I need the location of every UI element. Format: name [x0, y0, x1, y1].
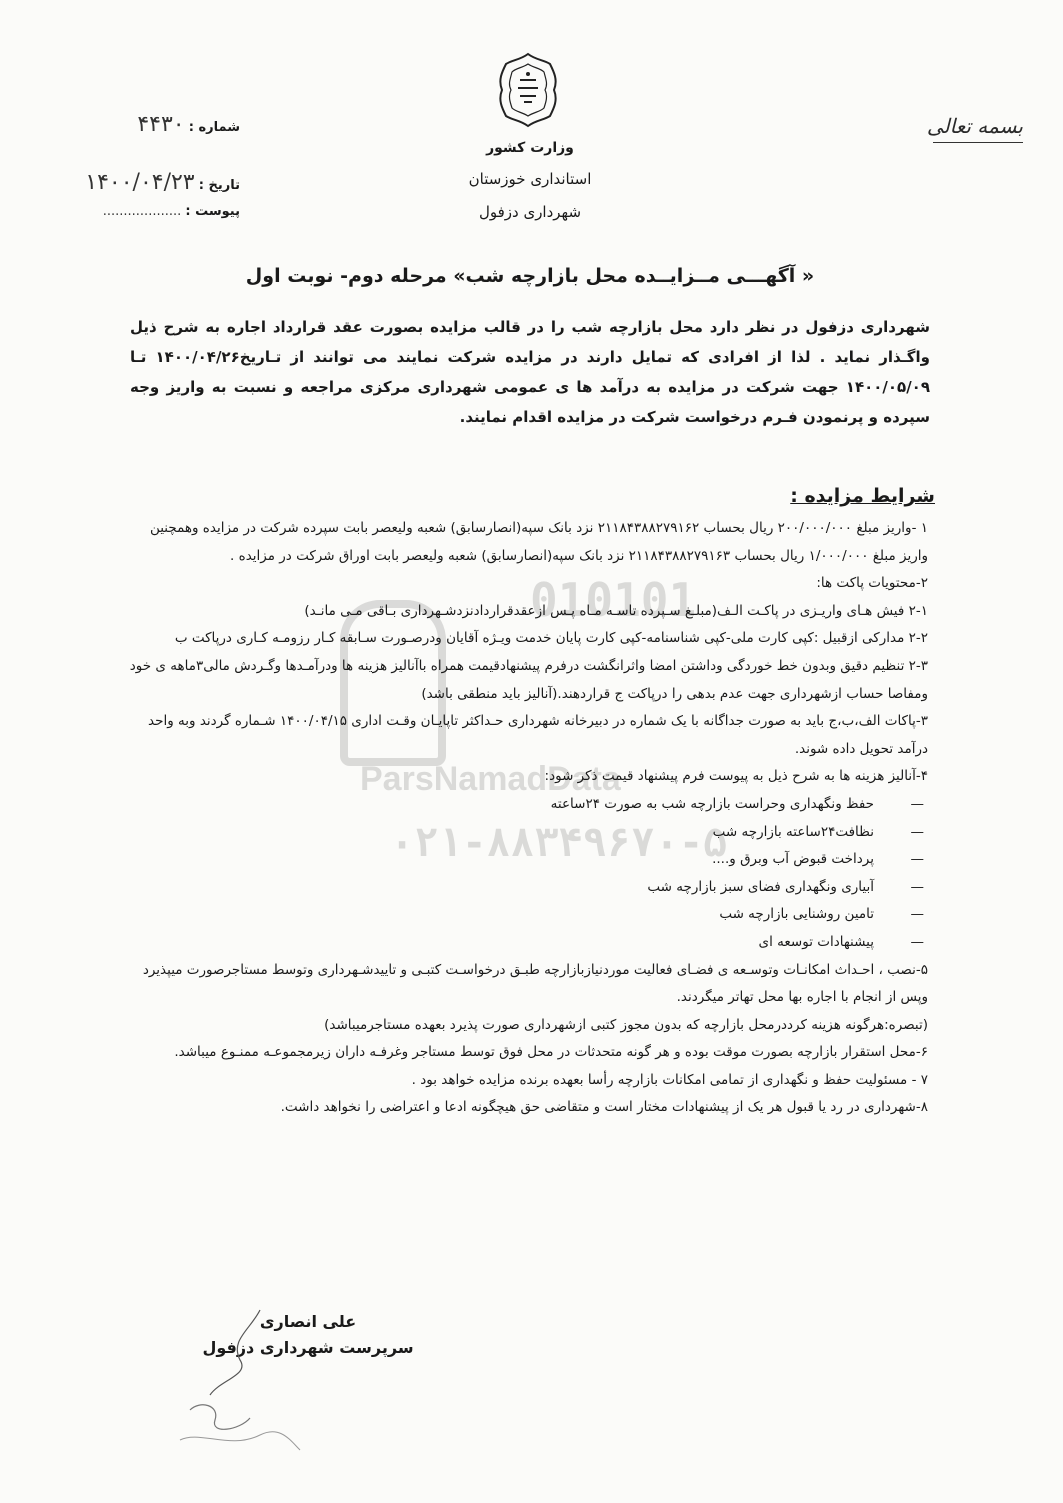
clause-3: ۳-پاکات الف،ب،ج باید به صورت جداگانه با یک شماره در دبیرخانه شهرداری حـداکثر تاپایـان وقـت اداری ۱۴۰۰/۰۴/۱۵ شـماره گردند وبه واحد درآمد تحویل داده شوند. — [148, 713, 928, 757]
signature-scribble-icon — [160, 1300, 310, 1480]
notice-title: « آگهـــی مــزایــده محل بازارچه شب» مرحله دوم- نوبت اول — [245, 265, 815, 287]
attachment-row — [40, 204, 240, 219]
clause-1: ۱ -واریز مبلغ ۲۰۰/۰۰۰/۰۰۰ ریال بحساب ۲۱۱۸۴۳۸۸۲۷۹۱۶۲ نزد بانک سپه(انصارسابق) شعبه ولیعصر بابت سپرده شرکت در مزایده وهمچنین واریز مبلغ ۱/۰۰۰/۰۰۰ ریال بحساب ۲۱۱۸۴۳۸۸۲۷۹۱۶۳ نزد بانک سپه(انصارسابق) شعبه ولیعصر بابت اوراق شرکت در مزایده . — [149, 520, 928, 564]
notice-intro: شهرداری دزفول در نظر دارد محل بازارچه شب را در قالب مزایده بصورت عقد قرارداد اجاره به شرح ذیل واگـذار نماید . لذا از افرادی که تمایل دارند در مزایده شرکت نمایند می توانند از تـاریخ۱۴۰۰/۰۴/۲۶ تـا ۱۴۰۰/۰۵/۰۹ جهت شرکت در مزایده به درآمد ها ی عمومی شهرداری مرکزی مراجعه و نسبت به واریز وجه سپرده و پرنمودن فـرم درخواست شرکت در مزایده اقدام نمایند. — [130, 318, 930, 426]
watermark-brand: ParsNamadData — [360, 760, 621, 798]
clause-2-1: ۲-۱ فیش هـای واریـزی در پاکـت الـف(مبلـغ سـپرده تاسـه مـاه پـس ازعقدقراردادنزدشـهرداری بـاقی مـی مانـد) — [304, 602, 928, 619]
clause-5: ۵-نصب ، احـداث امکانـات وتوسـعه ی فضـای فعالیت موردنیازبازارچه طبـق درخواسـت کتبـی و تاییدشـهرداری وتوسط مستاجرصورت میپذیرد وپس از انجام با اجاره بها محل تهاتر میگردند. — [142, 961, 928, 1006]
clause-8: ۸-شهرداری در رد یا قبول هر یک از پیشنهادات مختار است و متقاضی حق هیچگونه ادعا و اعتراضی را نخواهد داشت. — [280, 1099, 928, 1116]
clause-2-3: ۲-۳ تنظیم دقیق وبدون خط خوردگی وداشتن امضا واثرانگشت درفرم پیشنهادقیمت همراه باآنالیز هزینه ها ودرآمـدها وگـردش مالی۳ماهه ی خود ومفاصا حساب ازشهرداری جهت عدم بدهی را درپاکت ج قراردهند.(آنالیز باید منطقی باشد) — [129, 657, 928, 702]
number-row — [40, 112, 240, 137]
ministry-name: وزارت کشور — [486, 140, 574, 156]
watermark-phone: ۰۲۱-۸۸۳۴۹۶۷۰-۵ — [390, 820, 728, 866]
list-item: — پرداخت قبوض آب وبرق و.... — [128, 846, 928, 874]
basmala: بسمه تعالی — [926, 114, 1023, 138]
province-name: استانداری خوزستان — [468, 170, 592, 188]
conditions-body — [128, 515, 928, 1122]
date-row — [40, 170, 240, 195]
clause-5-note: (تبصره:هرگونه هزینه کرددرمحل بازارچه که بدون مجوز کتبی ازشهرداری صورت پذیرد بعهده مستاجرمیباشد) — [324, 1016, 928, 1033]
list-item: — آبیاری ونگهداری فضای سبز بازارچه شب — [128, 874, 928, 902]
municipality-emblem-icon — [496, 50, 560, 130]
clause-6: ۶-محل استقرار بازارچه بصورت موقت بوده و هر گونه متحدثات در محل فوق توسط مستاجر وغرفـه داران زیرمجموعـه ممنـوع میباشد. — [174, 1044, 928, 1061]
clause-2: ۲-محتویات پاکت ها: — [816, 575, 928, 592]
municipality-name: شهرداری دزفول — [478, 203, 582, 221]
list-item: — پیشنهادات توسعه ای — [128, 929, 928, 957]
clause-2-2: ۲-۲ مدارکی ازقبیل :کپی کارت ملی-کپی شناسنامه-کپی کارت پایان خدمت ویـژه آقایان ودرصـورت سـابقه کـار رزومـه کـاری درپاکت ب — [174, 630, 928, 647]
date-value: ۱۴۰۰/۰۴/۲۳ — [85, 170, 195, 195]
clause-4: ۴-آنالیز هزینه ها به شرح ذیل به پیوست فرم پیشنهاد قیمت ذکر شود: — [544, 768, 928, 785]
list-item: — نظافت۲۴ساعته بازارچه شب — [128, 819, 928, 847]
cost-analysis-list — [128, 791, 928, 957]
number-label: شماره : — [188, 120, 240, 135]
number-value: ۴۴۳۰ — [137, 112, 185, 137]
attachment-value: ................... — [102, 204, 182, 219]
conditions-title: شرایط مزایده : — [790, 485, 935, 507]
date-label: تاریخ : — [198, 178, 240, 193]
signatory-name: علی انصاری — [259, 1312, 357, 1331]
attachment-label: پیوست : — [185, 204, 240, 219]
watermark-code: 010101 — [530, 573, 697, 627]
list-item: — تامین روشنایی بازارچه شب — [128, 901, 928, 929]
list-item: — حفظ ونگهداری وحراست بازارچه شب به صورت ۲۴ساعته — [128, 791, 928, 819]
basmala-underline — [933, 142, 1023, 143]
clause-7: ۷ - مسئولیت حفظ و نگهداری از تمامی امکانات بازارچه رأسا بعهده برنده مزایده خواهد بود . — [411, 1071, 928, 1088]
signatory-title: سرپرست شهرداری دزفول — [202, 1338, 414, 1357]
